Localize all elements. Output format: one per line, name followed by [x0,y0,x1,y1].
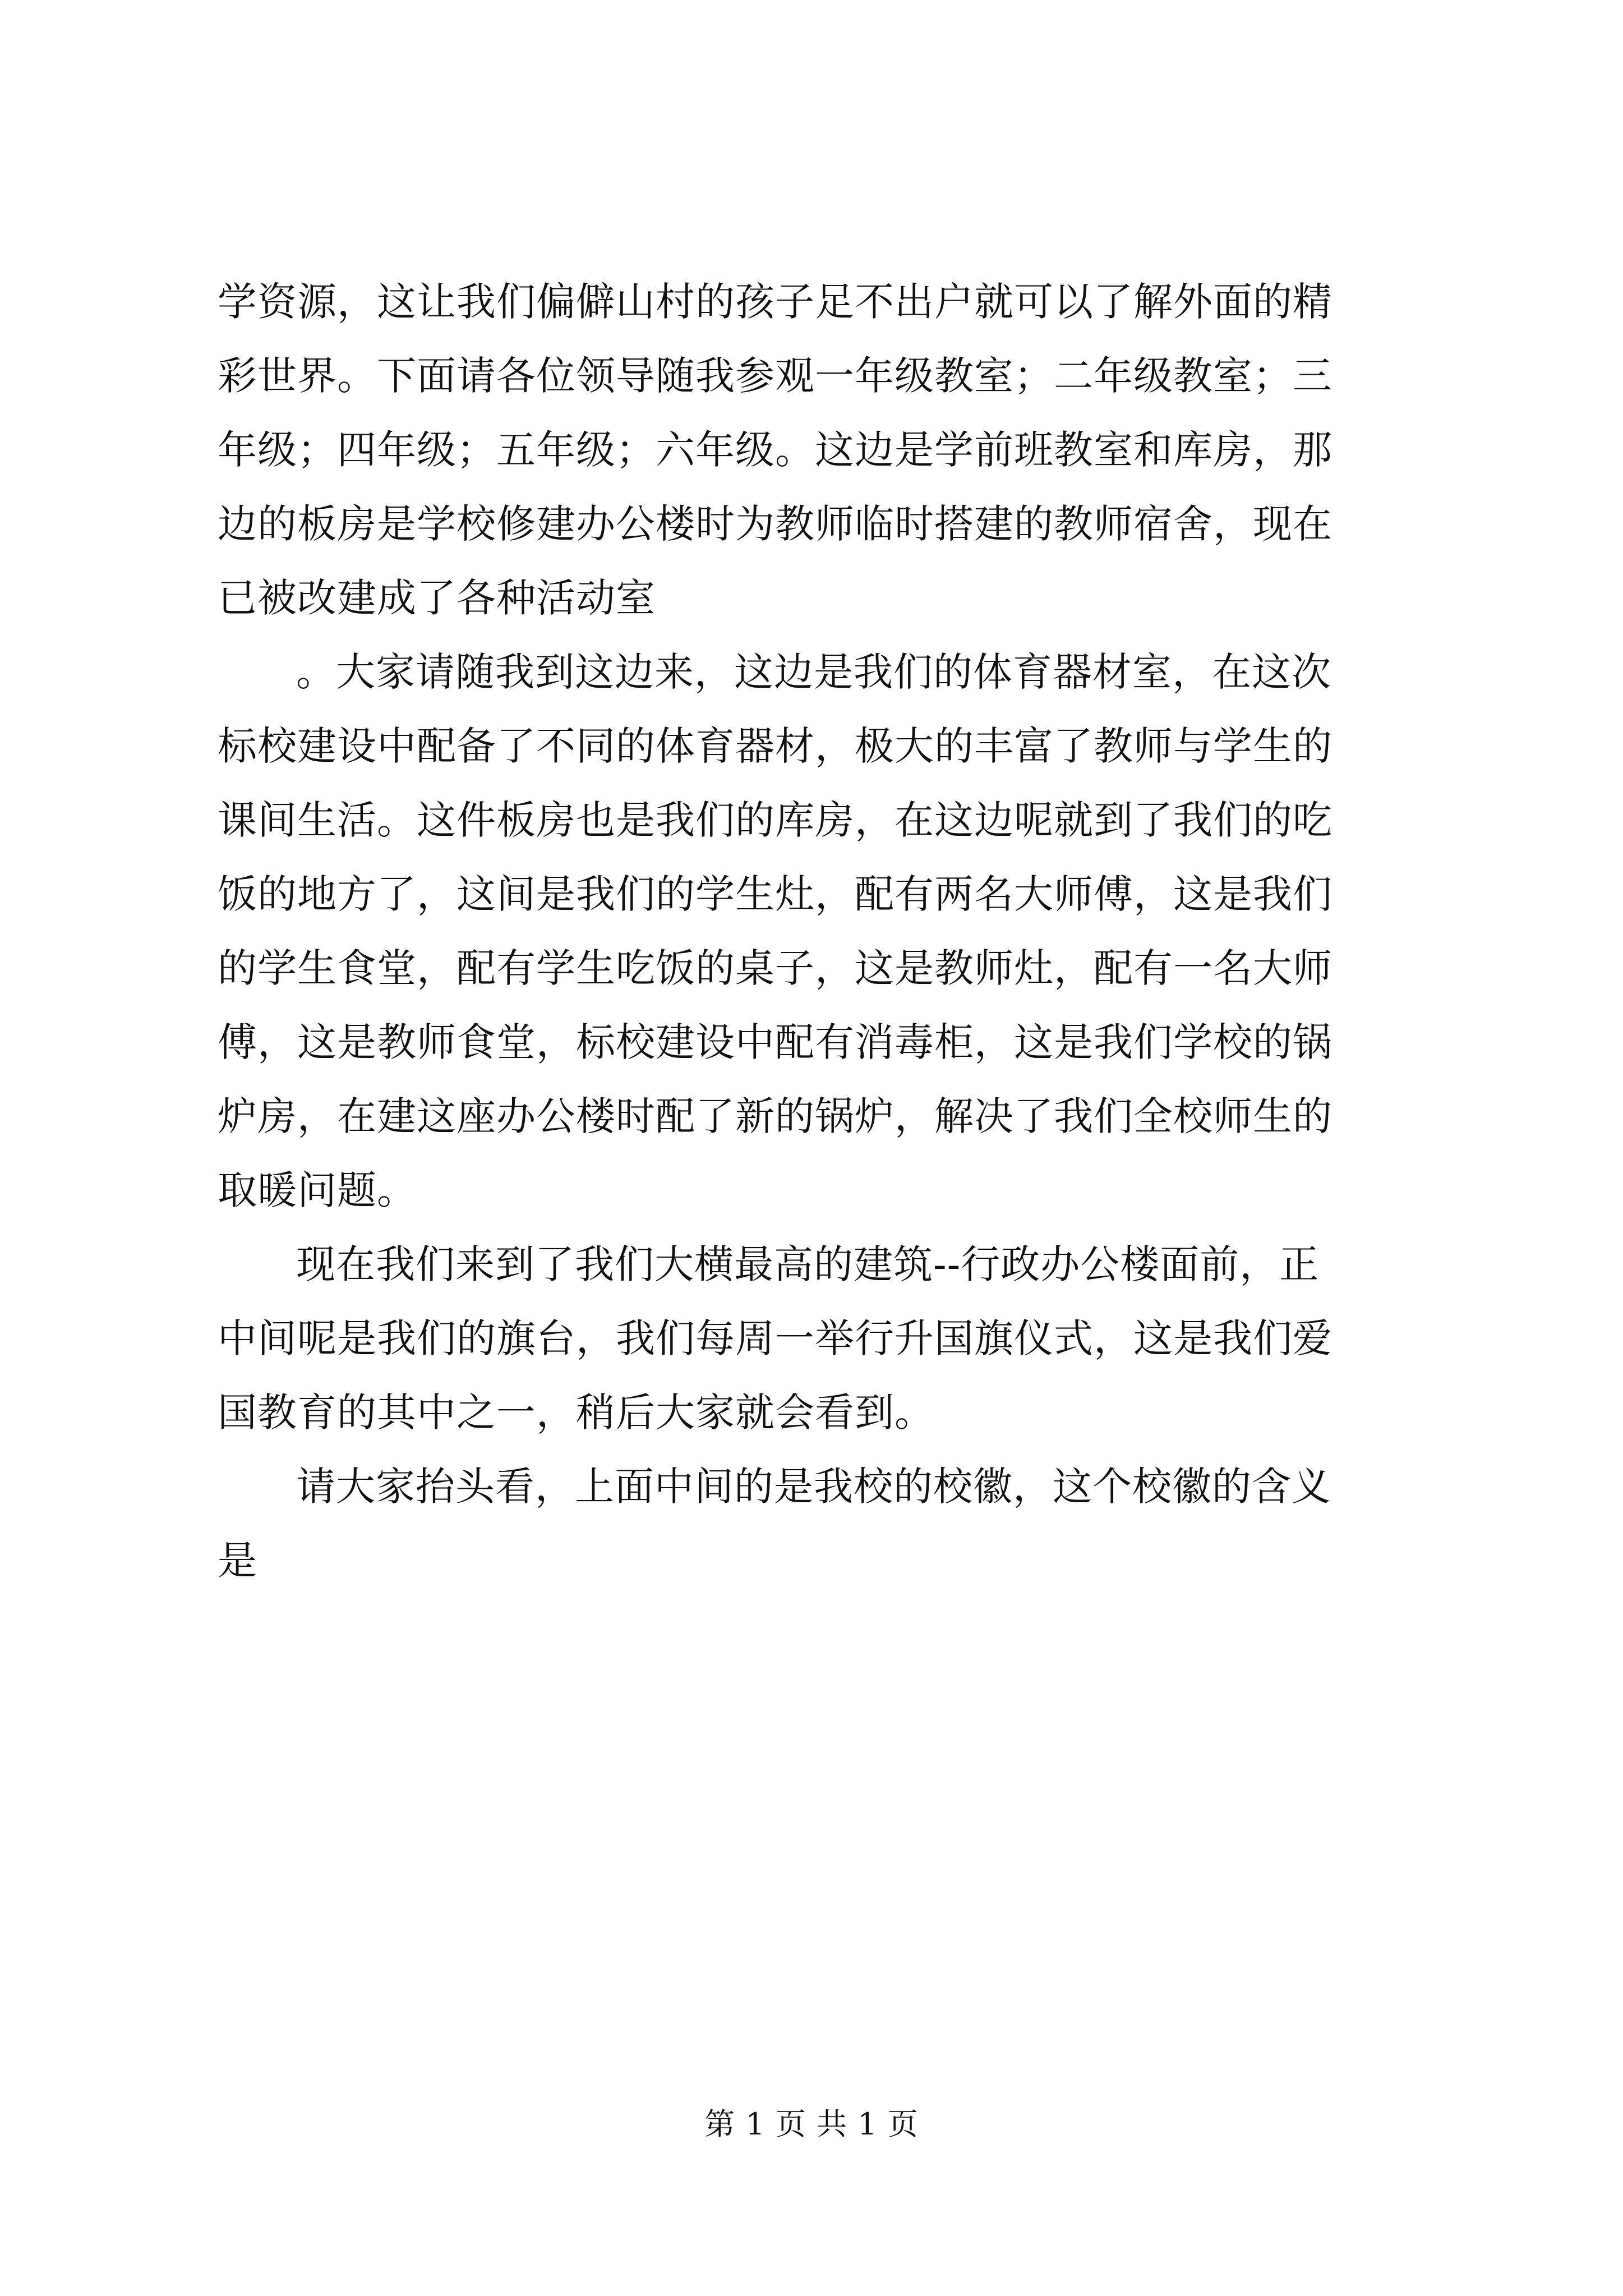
text-line: 彩世界。下面请各位领导随我参观一年级教室；二年级教室；三 [218,353,1332,399]
paragraph-3 [218,1227,1412,1450]
text-line: 标校建设中配备了不同的体育器材，极大的丰富了教师与学生的 [218,723,1332,769]
text-line: 年级；四年级；五年级；六年级。这边是学前班教室和库房，那 [218,427,1332,473]
paragraph-1 [218,265,1412,635]
text-line: 取暖问题。 [218,1167,417,1213]
text-line: 是 [218,1538,257,1584]
text-line: 边的板房是学校修建办公楼时为教师临时搭建的教师宿舍，现在 [218,501,1332,547]
text-line: 中间呢是我们的旗台，我们每周一举行升国旗仪式，这是我们爱 [218,1315,1332,1361]
text-line: 课间生活。这件板房也是我们的库房，在这边呢就到了我们的吃 [218,797,1332,843]
page-footer: 第 1 页 共 1 页 [704,2106,919,2142]
document-body [218,265,1412,1598]
text-line: 傅，这是教师食堂，标校建设中配有消毒柜，这是我们学校的锅 [218,1019,1332,1065]
text-line: 已被改建成了各种活动室 [218,575,656,621]
text-line: 炉房，在建这座办公楼时配了新的锅炉，解决了我们全校师生的 [218,1093,1332,1139]
text-line: 现在我们来到了我们大横最高的建筑--行政办公楼面前，正 [296,1241,1320,1287]
paragraph-2 [218,635,1412,1227]
text-line: 国教育的其中之一，稍后大家就会看到。 [218,1389,934,1435]
text-line: 学资源，这让我们偏僻山村的孩子足不出户就可以了解外面的精 [218,279,1332,325]
paragraph-4 [218,1450,1412,1598]
text-line: 请大家抬头看，上面中间的是我校的校徽，这个校徽的含义 [296,1464,1331,1510]
text-line: 饭的地方了，这间是我们的学生灶，配有两名大师傅，这是我们 [218,871,1332,917]
text-line: 的学生食堂，配有学生吃饭的桌子，这是教师灶，配有一名大师 [218,945,1332,991]
text-line: 。大家请随我到这边来，这边是我们的体育器材室，在这次 [296,649,1331,695]
